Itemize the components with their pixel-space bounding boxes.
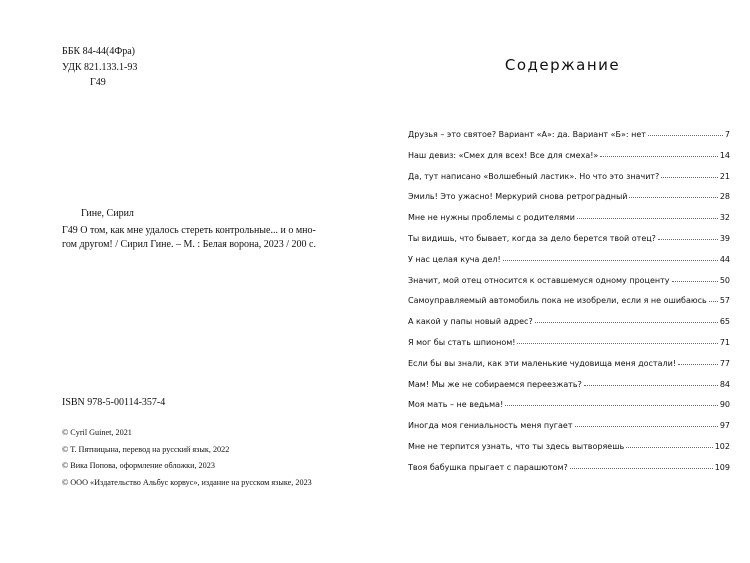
toc-leader-dots bbox=[678, 364, 718, 365]
toc-entry bbox=[408, 338, 730, 359]
toc-entry-title: Друзья – это святое? Вариант «А»: да. Вариант «Б»: нет bbox=[408, 130, 646, 139]
toc-entry-title: Иногда моя гениальность меня пугает bbox=[408, 421, 573, 431]
toc-entry-title: Наш девиз: «Смех для всех! Все для смеха!» bbox=[408, 150, 599, 160]
toc-leader-dots bbox=[570, 468, 713, 469]
toc-entry bbox=[408, 192, 730, 213]
toc-leader-dots bbox=[577, 218, 718, 219]
toc-entry-title: Самоуправляемый автомобиль пока не изобрели, если я не ошибаюсь bbox=[408, 296, 707, 306]
udk-code: УДК 821.133.1-93 bbox=[62, 61, 138, 73]
toc-leader-dots bbox=[575, 426, 718, 427]
annotation-line: гом другом! / Сирил Гине. – М. : Белая ворона, 2023 / 200 с. bbox=[62, 239, 316, 250]
toc-entry bbox=[408, 172, 730, 193]
toc-entry-page: 7 bbox=[724, 130, 730, 139]
bbk-code: ББК 84-44(4Фра) bbox=[62, 46, 135, 57]
toc-entry-page: 32 bbox=[719, 213, 730, 223]
toc-leader-dots bbox=[648, 135, 723, 136]
annotation-line: Г49 О том, как мне удалось стереть контрольные... и о мно- bbox=[62, 225, 316, 236]
toc-entry-title: У нас целая куча дел! bbox=[408, 254, 501, 264]
toc-entry bbox=[408, 276, 730, 297]
toc-entry-page: 102 bbox=[714, 441, 730, 451]
toc-entry-page: 90 bbox=[719, 400, 730, 410]
toc-leader-dots bbox=[584, 385, 718, 386]
toc-entry bbox=[408, 130, 730, 151]
toc-entry-title: Эмиль! Это ужасно! Меркурий снова ретроградный bbox=[408, 192, 628, 202]
toc-entry-title: Мам! Мы же не собираемся переезжать? bbox=[408, 379, 582, 389]
toc-entry bbox=[408, 463, 730, 484]
right-page bbox=[375, 0, 750, 563]
toc-entry bbox=[408, 255, 730, 276]
toc-entry-title: Ты видишь, что бывает, когда за дело берется твой отец? bbox=[408, 233, 656, 243]
toc-entry-title: Твоя бабушка прыгает с парашютом? bbox=[408, 462, 568, 472]
toc-entry-page: 50 bbox=[719, 275, 730, 285]
copyright-list bbox=[62, 425, 312, 491]
toc-entry bbox=[408, 359, 730, 380]
toc-entry-title: Значит, мой отец относится к оставшемуся одному проценту bbox=[408, 275, 670, 285]
toc-entry-title: Мне не нужны проблемы с родителями bbox=[408, 213, 576, 223]
toc-entry-title: Да, тут написано «Волшебный ластик». Но что это значит? bbox=[408, 171, 660, 181]
toc-entry-page: 39 bbox=[719, 233, 730, 243]
copyright-line: © ООО «Издательство Альбус корвус», издание на русском языке, 2023 bbox=[62, 477, 312, 487]
toc-leader-dots bbox=[672, 281, 718, 282]
toc-entry-page: 84 bbox=[719, 379, 730, 389]
toc-leader-dots bbox=[626, 447, 712, 448]
table-of-contents bbox=[408, 130, 730, 484]
toc-leader-dots bbox=[658, 239, 718, 240]
toc-entry-page: 71 bbox=[719, 337, 730, 347]
toc-entry bbox=[408, 442, 730, 463]
contents-title: Содержание bbox=[504, 56, 621, 74]
toc-entry-page: 44 bbox=[719, 254, 730, 264]
toc-entry bbox=[408, 296, 730, 317]
toc-entry-page: 21 bbox=[719, 171, 730, 181]
toc-entry-title: Если бы вы знали, как эти маленькие чудовища меня достали! bbox=[408, 358, 677, 368]
isbn: ISBN 978-5-00114-357-4 bbox=[62, 397, 166, 408]
copyright-line: © Вика Попова, оформление обложки, 2023 bbox=[62, 461, 215, 470]
toc-entry-page: 65 bbox=[719, 317, 730, 327]
toc-entry bbox=[408, 234, 730, 255]
toc-entry bbox=[408, 317, 730, 338]
toc-leader-dots bbox=[503, 260, 718, 261]
toc-entry bbox=[408, 400, 730, 421]
toc-leader-dots bbox=[600, 156, 717, 157]
toc-leader-dots bbox=[505, 405, 718, 406]
toc-entry-page: 57 bbox=[719, 296, 730, 306]
toc-entry-page: 28 bbox=[719, 192, 730, 202]
toc-entry-title: Я мог бы стать шпионом! bbox=[408, 337, 516, 347]
toc-entry-page: 109 bbox=[714, 462, 730, 472]
toc-entry-title: А какой у папы новый адрес? bbox=[408, 317, 533, 327]
copyright-line: © Т. Пятницына, перевод на русский язык, 2022 bbox=[62, 444, 230, 454]
author-code: Г49 bbox=[90, 77, 106, 88]
toc-leader-dots bbox=[629, 197, 717, 198]
toc-leader-dots bbox=[661, 177, 718, 178]
toc-entry bbox=[408, 151, 730, 172]
toc-entry bbox=[408, 213, 730, 234]
toc-leader-dots bbox=[709, 301, 718, 302]
toc-entry bbox=[408, 421, 730, 442]
toc-entry-title: Моя мать – не ведьма! bbox=[408, 400, 504, 410]
author-name: Гине, Сирил bbox=[81, 208, 134, 219]
toc-leader-dots bbox=[517, 343, 717, 344]
toc-entry-title: Мне не терпится узнать, что ты здесь вытворяешь bbox=[408, 441, 625, 451]
toc-entry-page: 77 bbox=[719, 358, 730, 368]
toc-entry bbox=[408, 380, 730, 401]
toc-entry-page: 14 bbox=[719, 150, 730, 160]
bibliographic-annotation bbox=[62, 224, 352, 252]
copyright-line: © Cyril Guinet, 2021 bbox=[62, 428, 132, 437]
toc-leader-dots bbox=[535, 322, 718, 323]
catalog-codes bbox=[62, 44, 137, 91]
toc-entry-page: 97 bbox=[719, 421, 730, 431]
